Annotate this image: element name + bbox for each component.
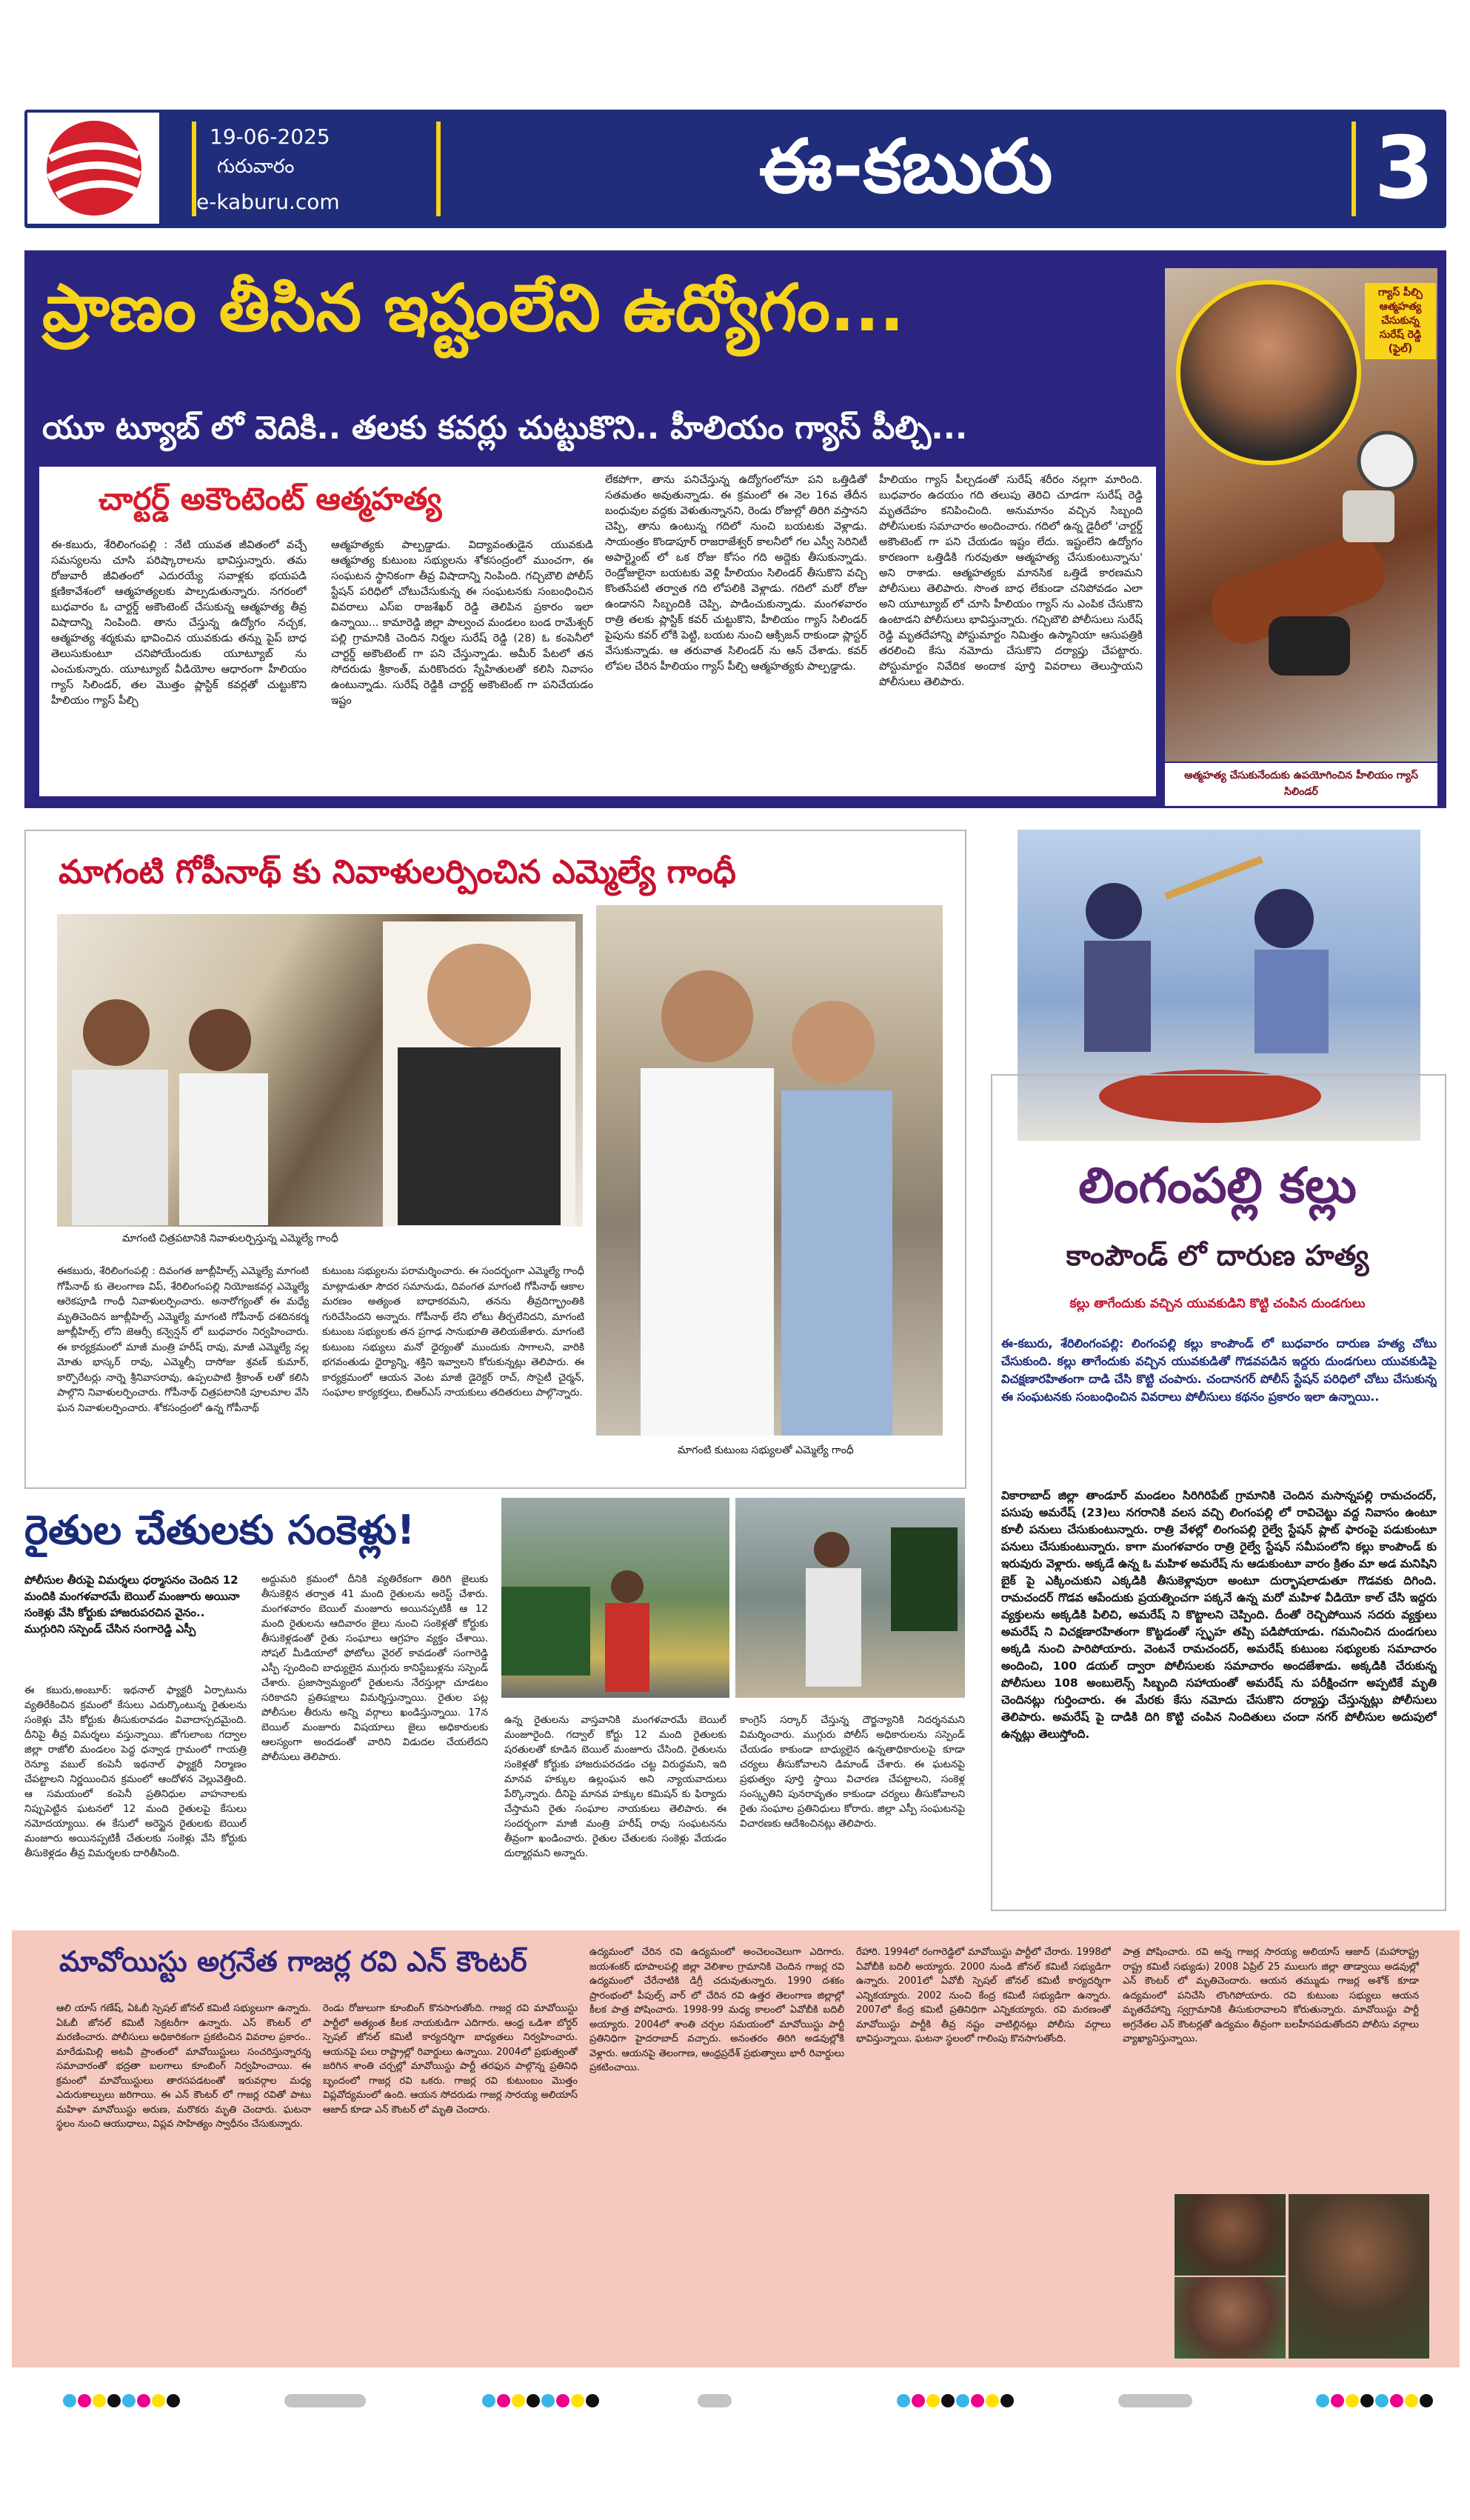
lead-column-4: హీలియం గ్యాస్ పీల్చడంతో సురేష్ శరీరం నల్లగా మారింది. బుధవారం ఉదయం గది తలుపు తెరిచి చూడగా సురేష్ రెడ్డి మృతదేహం కనిపించింది. అనుమానం వచ్చిన సిబ్బంది పోలీసులకు సమాచారం అందించారు. గదిలో ఉన్న డైరీలో 'చార్టర్డ్ అకౌంటెంట్ గా పని చేయడం ఇష్టం లేదు. ఇష్టంలేని ఉద్యోగం కారణంగా ఒత్తిడికి గురవుతూ ఆత్మహత్య చేసుకుంటున్నాను' అని రాశాడు. ఆత్మహత్యకు మానసిక ఒత్తిడే కారణమని పోలీసులు తెలిపారు. సొంత బాధ లేకుండా చనిపోవడం ఎలా అని యూట్యూబ్ లో చూసి హీలియం గ్యాస్ ను ఎంపిక చేసుకొని ఉంటాడని పోలీసులు భావిస్తున్నారు. గచ్చిబౌలి పోలీసులు సురేష్ రెడ్డి మృతదేహాన్ని పోస్టుమార్టం నిమిత్తం ఉస్మానియా ఆసుపత్రికి తరలించి కేసు నమోదు చేసుకొని దర్యాప్తు చేపట్టారు. పోస్టుమార్టం నివేదిక అందాక పూర్తి వివరాలు తెలుస్తాయని పోలీసులు తెలిపారు.: [879, 474, 1143, 688]
lead-story: [24, 250, 1446, 808]
maoist-column-2: రెండు రోజులుగా కూంబింగ్ కొనసాగుతోంది. గాజర్ల రవి మావోయిస్టు పార్టీలో అత్యంత కీలక నాయకుడిగా ఎదిగారు. ఆంధ్ర ఒడిశా బోర్డర్ స్పెషల్ జోనల్ కమిటీ కార్యదర్శిగా బాధ్యతలు నిర్వహించారు. ఆయనపై పలు రాష్ట్రాల్లో రివార్డులు ఉన్నాయి. 2004లో ప్రభుత్వంతో జరిగిన శాంతి చర్చల్లో మావోయిస్టు పార్టీ తరఫున పాల్గొన్న ప్రతినిధి బృందంలో గాజర్ల రవి ఒకరు. గాజర్ల రవి కుటుంబం మొత్తం విప్లవోద్యమంలో ఉంది. ఆయన సోదరుడు గాజర్ల సారయ్య అలియాస్ ఆజాద్ కూడా ఎన్ కౌంటర్ లో మృతి చెందారు.: [323, 2003, 578, 2116]
lead-column-2: ఆత్మహత్యకు పాల్పడ్డాడు. విద్యావంతుడైన యువకుడి ఆత్మహత్య కుటుంబ సభ్యులను శోకసంద్రంలో ముంచగా, ఈ సంఘటన స్థానికంగా తీవ్ర విషాదాన్ని నింపింది. గచ్చిబౌలి పోలీస్ స్టేషన్ పరిధిలో చోటుచేసుకున్న ఈ సంఘటనకు సంబంధించిన వివరాలు ఎస్ఐ రాజశేఖర్ రెడ్డి తెలిపిన ప్రకారం ఇలా ఉన్నాయి... కామారెడ్డి జిల్లా పాల్వంచ మండలం బండ రామేశ్వర్ పల్లి గ్రామానికి చెందిన నిర్మల సురేష్ రెడ్డి (28) ఓ కంపెనీలో చార్టర్డ్ అకౌంటెంట్ గా పని చేస్తున్నాడు. అమీర్ పేటలో తన సోదరుడు శ్రీకాంత్, మరికొందరు స్నేహితులతో కలిసి నివాసం ఉంటున్నాడు. సురేష్ రెడ్డికి చార్టర్డ్ అకౌంటెంట్ గా పనిచేయడం ఇష్టం: [331, 539, 593, 707]
maganti-photo1-caption: మాగంటి చిత్రపటానికి నివాళులర్పిస్తున్న ఎమ్మెల్యే గాంధీ: [122, 1233, 338, 1244]
farmers-photo-2: [735, 1498, 965, 1698]
maganti-story: [24, 830, 966, 1489]
lingampally-deck: కల్లు తాగేందుకు వచ్చిన యువకుడిని కొట్టి చంపిన దుండగులు: [1069, 1296, 1366, 1311]
maoist-photo-1: [1175, 2194, 1286, 2276]
lead-column-1: ఈ-కబురు, శేరిలింగంపల్లి : నేటి యువత జీవితంలో వచ్చే సమస్యలను చూసి పరిష్కారాలను భావిస్తున్నారు. తమ రోజువారీ జీవితంలో ఎదురయ్యే సవాళ్లకు భయపడి క్షణికావేశంలో ఆత్మహత్యలకు పాల్పడుతున్నారు. నగరంలో బుధవారం ఓ చార్టర్డ్ అకౌంటెంట్ చేసుకున్న ఆత్మహత్య తీవ్ర విషాదాన్ని నింపింది. తాను చేస్తున్న ఉద్యోగం నచ్చక, ఆత్మహత్య శర్మకుమ భావించిన యువకుడు తన్ను పైప్ బాధ తెలుసుకుంటూ చనిపోయేందుకు యూట్యూబ్ ను ఎంచుకున్నారు. యూట్యూబ్ వీడియోల ఆధారంగా హీలియం గ్యాస్ సిలిండర్, తల మొత్తం ప్లాస్టిక్ కవర్లతో చుట్టుకొని హీలియం గ్యాస్ పీల్చి: [51, 539, 307, 707]
masthead-day: గురువారం: [217, 156, 295, 178]
lead-column-3: లేకపోగా, తాను పనిచేస్తున్న ఉద్యోగంలోనూ పని ఒత్తిడితో సతమతం అవుతున్నాడు. ఈ క్రమంలో ఈ నెల 16వ తేదీన బంధువుల వద్దకు వెళుతున్నానని, రెండు రోజుల్లో తిరిగి వస్తానని చెప్పి, తాను ఉంటున్న గదిలో నుంచి బయటకు వెళ్లాడు. సాయంత్రం కొండాపూర్ రాజరాజేశ్వర్ కాలనీలో గల ఎస్వీ సెరినిటీ అపార్ట్మెంట్ లో ఒక రోజు కోసం గది అద్దెకు తీసుకున్నాడు. రెండ్రోజులైనా బయటకు వెళ్లి హీలియం సిలిండర్ తీసుకొని వచ్చి కొంతసేపటి తర్వాత గది లోపలికి వెళ్లాడు. గదిలో మరో రోజు ఉండానని సిబ్బందికి చెప్పి, పాడించుకున్నాడు. మంగళవారం రాత్రి తలకు ప్లాస్టిక్ కవర్ చుట్టుకొని, హీలియం గ్యాస్ సిలిండర్ పైపును కవర్ లోకి పెట్టి, బయట నుంచి ఆక్సిజన్ రాకుండా ప్లాస్టర్ వేసుకున్నాడు. ఆ తరువాత సిలిండర్ ను ఆన్ చేశాడు. కవర్ లోపల చేరిన హీలియం గ్యాస్ పీల్చి ఆత్మహత్యకు పాల్పడ్డాడు.: [605, 474, 867, 673]
farmers-column-3: ఉన్న రైతులను వాస్తవానికి మంగళవారమే బెయిల్ మంజూరైంది. గద్వాల్ కోర్టు 12 మంది రైతులకు షరతులతో కూడిన బెయిల్ మంజూరు చేసింది. రైతులను సంకెళ్లతో కోర్టుకు హాజరుపరచడం చట్ట విరుద్ధమని, ఇది మానవ హక్కుల ఉల్లంఘన అని న్యాయవాదులు పేర్కొన్నారు. దీనిపై మానవ హక్కుల కమిషన్ కు ఫిర్యాదు చేస్తామని రైతు సంఘాల నాయకులు తెలిపారు. ఈ సందర్భంగా మాజీ మంత్రి హరీష్ రావు సంఘటనను తీవ్రంగా ఖండించారు. రైతుల చేతులకు సంకెళ్లు వేయడం దుర్మార్గమని అన్నారు.: [504, 1714, 726, 1859]
maoist-photo-3: [1289, 2194, 1429, 2359]
maoist-column-3: ఉద్యమంలో చేరిన రవి ఉద్యమంలో అంచెలంచెలుగా ఎదిగారు. జయశంకర్ భూపాలపల్లి జిల్లా వెలిశాల గ్రామానికి చెందిన గాజర్ల రవి ఉద్యమంలో చేరేనాటికి డిగ్రీ చదువుతున్నారు. 1990 దశకం ప్రారంభంలో పీపుల్స్ వార్ లో చేరిన రవి ఉత్తర తెలంగాణ జిల్లాల్లో కీలక పాత్ర పోషించారు. 1998-99 మధ్య కాలంలో ఏవోబీకి బదిలీ అయ్యారు. 2004లో శాంతి చర్చల సమయంలో మావోయిస్టు పార్టీ ప్రతినిధిగా హైదరాబాద్ వచ్చారు. అనంతరం తిరిగి అడవుల్లోకి వెళ్లారు. ఆయనపై తెలంగాణ, ఆంధ్రప్రదేశ్ ప్రభుత్వాలు భారీ రివార్డులు ప్రకటించాయి.: [589, 1947, 844, 2073]
paper-name: ఈ-కబురు: [758, 123, 1053, 210]
masthead-date: 19-06-2025: [210, 124, 330, 149]
cylinder-caption: ఆత్మహత్య చేసుకునేందుకు ఉపయోగించిన హీలియం గ్యాస్ సిలిండర్: [1165, 763, 1437, 806]
lingampally-body: వికారాబాద్ జిల్లా తాండూర్ మండలం సిరిగిరిపేట్ గ్రామానికి చెందిన మసాన్నపల్లి రామచందర్, పసుపు అమరేష్ (23)లు నగరానికి వలస వచ్చి లింగంపల్లి లో రావిచెట్టు వద్ద నివాసం ఉంటూ కూలీ పనులు చేసుకుంటున్నారు. రాత్రి వేళల్లో లింగంపల్లి రైల్వే స్టేషన్ ప్లాట్ ఫారంపై పడుకుంటూ పనులు చేసుకుంటున్నారు. కాగా మంగళవారం రాత్రి రైల్వే స్టేషన్ సమీపంలోని కల్లు కాంపౌండ్ కు ఇరువురు వెళ్లారు. అక్కడే ఉన్న ఓ మహిళ అమరేష్ ను ఆడుకుంటూ వారం క్రితం మా అడ మనిషిని బైక్ పై ఎక్కించుకుని ఎక్కడికి తీసుకెళ్లావురా అంటూ దుర్భాషలాడుతూ గొడవకు దిగింది. రామచందర్ గొడవ ఆపేందుకు ప్రయత్నించగా పక్కనే ఉన్న మరో మహిళ వీడియో కాల్ చేసి ఇద్దరు వ్యక్తులను అక్కడికి పిలిచి, అమరేష్ ని కొట్టాలని చెప్పింది. దీంతో రెచ్చిపోయిన సదరు వ్యక్తులు అమరేష్ ని విచక్షణారహితంగా కొట్టడంతో స్పృహ తప్పి పడిపోయాడు. గమనించిన దుండగులు అక్కడి నుంచి పారిపోయారు. వెంటనే రామచందర్, అమరేష్ కుటుంబ సభ్యులకు సమాచారం అందించి, 100 డయల్ ద్వారా పోలీసులకు సమాచారం అందజేశాడు. అక్కడికి చేరుకున్న పోలీసులు 108 అంబులెన్స్ సిబ్బంది సహాయంతో అమరేష్ ను పరీక్షించగా అప్పటికే మృతి చెందినట్లు గుర్తించారు. ఈ మేరకు కేసు నమోదు చేసుకొని దర్యాప్తు చేస్తున్నట్లు పోలీసులు తెలిపారు. అమరేష్ పై దాడికి దిగి కొట్టి చంపిన నిందితులు చందా నగర్ పోలీసుల అదుపులో ఉన్నట్లు తెలుస్తోంది.: [1001, 1489, 1437, 1741]
maganti-column-1: ఈకబురు, శేరిలింగంపల్లి : దివంగత జూబ్లీహిల్స్ ఎమ్మెల్యే మాగంటి గోపీనాథ్ కు తెలంగాణ విప్, శేరిలింగంపల్లి నియోజకవర్గ ఎమ్మెల్యే ఆరెకపూడి గాంధీ నివాళులర్పించారు. అనారోగ్యంతో ఈ మధ్యే మృతిచెందిన జూబ్లీహిల్స్ ఎమ్మెల్యే మాగంటి గోపీనాథ్ దశదినకర్మ జూబ్లీహిల్స్ లోని జెఆర్సీ కన్వెన్షన్ లో బుధవారం నిర్వహించారు. ఈ కార్యక్రమంలో మాజీ మంత్రి హరీష్ రావు, మాజీ ఎమ్మెల్యే నల్ల మోతు భాస్కర్ రావు, ఎమ్మెల్సీ దాసోజు శ్రవణ్ కుమార్, కార్పొరేటర్లు నార్నె శ్రీనివాసరావు, ఉప్పలపాటి శ్రీకాంత్ లతో కలిసి పాల్గొని నివాళులర్పించారు. గోపీనాథ్ చిత్రపటానికి పూలమాల వేసి ఘన నివాళులర్పించారు. శోకసంద్రంలో ఉన్న గోపీనాథ్: [57, 1265, 309, 1414]
farmers-headline: రైతుల చేతులకు సంకెళ్లు!: [24, 1507, 415, 1553]
lead-text-panel: [39, 467, 1156, 796]
farmers-deck: పోలీసుల తీరుపై విమర్శలు ధర్మాసనం చెందిన 12 మందికి మంగళవారమే బెయిల్ మంజూరు అయినా సంకెళ్లు వేసి కోర్టుకు హాజరుపరచిన వైనం.. ముగ్గురిని సస్పెండ్ చేసిన సంగారెడ్డి ఎస్పీ: [24, 1573, 240, 1636]
maganti-family-photo: [596, 905, 943, 1436]
lead-headline: ప్రాణం తీసిన ఇష్టంలేని ఉద్యోగం...: [42, 270, 904, 346]
masthead-divider: [436, 121, 441, 216]
maoist-headline: మావోయిస్టు అగ్రనేత గాజర్ల రవి ఎన్ కౌంటర్: [59, 1945, 527, 1978]
maoist-column-5: పాత్ర పోషించారు. రవి అన్న గాజర్ల సారయ్య అలియాస్ ఆజాద్ (మహారాష్ట్ర రాష్ట్ర కమిటీ సభ్యుడు) 2008 ఏప్రిల్ 25 ములుగు జిల్లా తాడ్వాయి అడవుల్లో ఎన్ కౌంటర్ లో మృతిచెందారు. ఆయన తమ్ముడు గాజర్ల అశోక్ కూడా ఉద్యమంలో పనిచేసి లొంగిపోయారు. రవి కుటుంబ సభ్యులు ఆయన మృతదేహాన్ని స్వగ్రామానికి తీసుకురావాలని కోరుతున్నారు. మావోయిస్టు పార్టీ అగ్రనేతల ఎన్ కౌంటర్లతో ఉద్యమం తీవ్రంగా బలహీనపడుతోందని పోలీసు వర్గాలు వ్యాఖ్యానిస్తున్నాయి.: [1123, 1947, 1419, 2044]
farmers-column-1: ఈ కబురు,అంబూర్: ఇథనాల్ ఫ్యాక్టరీ ఏర్పాటును వ్యతిరేకించిన క్రమంలో కేసులు ఎదుర్కొంటున్న రైతులను సంకెళ్లు వేసి కోర్టుకు తీసుకురావడం వివాదాస్పదమైంది. దీనిపై తీవ్ర విమర్శలు వస్తున్నాయి. జోగులాంబ గద్వాల జిల్లా రాజోలి మండలం పెద్ద ధన్వాడ గ్రామంలో గాయత్రి రెన్యూ వబుల్ కంపెనీ ఇథనాల్ ఫ్యాక్టరీ నిర్మాణం చేపట్టాలని నిర్ణయించిన క్రమంలో ఆందోళన వెల్లువెత్తింది. ఆ సమయంలో కంపెనీ ప్రతినిధుల వాహనాలకు నిప్పుపెట్టిన ఘటనలో 12 మంది రైతులపై కేసులు నమోదయ్యాయి. ఈ కేసులో అరెస్టైన రైతులకు బెయిల్ మంజూరు అయినప్పటికీ చేతులకు సంకెళ్లు వేసి కోర్టుకు తీసుకెళ్లడం తీవ్ర విమర్శలకు దారితీసింది.: [24, 1684, 247, 1859]
lingampally-headline-2: కాంపౌండ్ లో దారుణ హత్య: [1066, 1239, 1369, 1272]
inset-portrait: [1176, 280, 1361, 465]
maganti-tribute-photo: [57, 914, 583, 1227]
lingampally-lead: ఈ-కబురు, శేరిలింగంపల్లి: లింగంపల్లి కల్లు కాంపౌండ్ లో బుధవారం దారుణ హత్య చోటు చేసుకుంది. కల్లు తాగేందుకు వచ్చిన యువకుడితో గొడవపడిన ఇద్దరు దుండగులు యువకుడిపై విచక్షణారహితంగా దాడి చేసి కొట్టి చంపారు. చందానగర్ పోలీస్ స్టేషన్ పరిధిలో చోటు చేసుకున్న ఈ సంఘటనకు సంబంధించిన వివరాలు పోలీసులు కథనం ప్రకారం ఇలా ఉన్నాయి..: [1001, 1336, 1437, 1404]
lingampally-story: [991, 830, 1446, 1911]
maganti-headline: మాగంటి గోపీనాథ్ కు నివాళులర్పించిన ఎమ్మెల్యే గాంధీ: [59, 853, 736, 891]
page-number: 3: [1374, 119, 1434, 219]
masthead-divider: [1352, 121, 1356, 216]
inset-caption: గ్యాస్ పీల్చి ఆత్మహత్య చేసుకున్న సురేష్ రెడ్డి (ఫైల్): [1365, 283, 1436, 359]
lead-subheadline: యూ ట్యూబ్ లో వెదికి.. తలకు కవర్లు చుట్టుకొని.. హీలియం గ్యాస్ పీల్చి...: [42, 410, 968, 447]
registration-marks: [0, 2390, 1470, 2412]
maoist-column-4: రేహారి. 1994లో రంగారెడ్డిలో మావోయిస్టు పార్టీలో చేరారు. 1998లో ఏవోబీకి బదిలీ అయ్యారు. 2000 నుండి జోనల్ కమిటీ సభ్యుడిగా ఉన్నారు. 2001లో ఏవోబీ స్పెషల్ జోనల్ కమిటీ కార్యదర్శిగా ఎన్నికయ్యారు. 2002 నుంచి కేంద్ర కమిటీ సభ్యుడిగా ఉన్నారు. 2007లో కేంద్ర కమిటీ ప్రతినిధిగా ఎన్నికయ్యారు. రవి మరణంతో మావోయిస్టు పార్టీకి తీవ్ర నష్టం వాటిల్లినట్లు పోలీసు వర్గాలు భావిస్తున్నాయి. ఘటనా స్థలంలో గాలింపు కొనసాగుతోంది.: [856, 1947, 1111, 2044]
maganti-photo2-caption: మాగంటి కుటుంబ సభ్యులతో ఎమ్మెల్యే గాంధీ: [678, 1444, 854, 1456]
maoist-story: [12, 1930, 1460, 2367]
farmers-photo-1: [501, 1498, 729, 1698]
lingampally-headline-1: లింగంపల్లి కల్లు: [1078, 1156, 1357, 1214]
farmers-column-2: అద్దుమరి క్రమంలో దీనికి వ్యతిరేకంగా తిరిగి జైలుకు తీసుకెళ్లిన తర్వాత 41 మంది రైతులను అరెస్ట్ చేశారు. మంగళవారం బెయిల్ మంజూరు అయినప్పటికీ ఆ 12 మంది రైతులను ఆదివారం జైలు నుంచి సంకెళ్లతో కోర్టుకు తీసుకెళ్లడంతో రైతు సంఘాలు ఆగ్రహం వ్యక్తం చేశాయి. సోషల్ మీడియాలో ఫోటోలు వైరల్ కావడంతో సంగారెడ్డి ఎస్పీ స్పందించి బాధ్యులైన ముగ్గురు కానిస్టేబుళ్లను సస్పెండ్ చేశారు. ప్రజాస్వామ్యంలో రైతులను నేరస్తుల్లా చూడటం సరికాదని ప్రతిపక్షాలు విమర్శిస్తున్నాయి. రైతుల పట్ల పోలీసుల తీరును అన్ని వర్గాలు ఖండిస్తున్నాయి. 17న బెయిల్ మంజూరు విషయాలు జైలు అధికారులకు ఆలస్యంగా అందడంతో వారిని విడుదల చేయలేదని పోలీసులు తెలిపారు.: [261, 1573, 488, 1763]
maoist-column-1: ఆలి యాస్ గణేష్, ఏఓబీ స్పెషల్ జోనల్ కమిటీ సభ్యులుగా ఉన్నారు. ఏఓబీ జోనల్ కమిటీ సెక్రటరీగా ఉన్నారు. ఎస్ కౌంటర్ లో మరణించారు. పోలీసులు అధికారికంగా ప్రకటించిన వివరాల ప్రకారం.. మారేడుమిల్లి అటవీ ప్రాంతంలో మావోయిస్టులు సంచరిస్తున్నారన్న సమాచారంతో భద్రతా బలగాలు కూంబింగ్ నిర్వహించాయి. ఈ క్రమంలో మావోయిస్టులు తారసపడటంతో ఇరువర్గాల మధ్య ఎదురుకాల్పులు జరిగాయి. ఈ ఎన్ కౌంటర్ లో గాజర్ల రవితో పాటు మహిళా మావోయిస్టు అరుణ, మరొకరు మృతి చెందారు. ఘటనా స్థలం నుంచి ఆయుధాలు, విప్లవ సాహిత్యం స్వాధీనం చేసుకున్నారు.: [56, 2003, 311, 2130]
lead-kicker: చార్టర్డ్ అకౌంటెంట్ ఆత్మహత్య: [98, 481, 442, 517]
maganti-column-2: కుటుంబ సభ్యులను పరామర్శించారు. ఈ సందర్భంగా ఎమ్మెల్యే గాంధీ మాట్లాడుతూ సౌదర సమానుడు, దివంగత మాగంటి గోపీనాథ్ ఆకాల మరణం అత్యంత బాధాకరమని, తనను తీవ్రదిగ్భ్రాంతికి గురిచేసిందని అన్నారు. గోపీనాథ్ లేని లోటు తీర్చలేనిదని, మాగంటి కుటుంబ సభ్యులకు తన ప్రగాఢ సానుభూతి తెలియజేశారు. మాగంటి కుటుంబ సభ్యులు మనో ధైర్యంతో ముందుకు సాగాలని, వారికి భగవంతుడు ధైర్యాన్ని, శక్తిని ఇవ్వాలని కోరుకున్నట్లు తెలిపారు. ఈ కార్యక్రమంలో ఆయన వెంట మాజీ డైరెక్టర్ రాచ్, సొసైటీ చైర్మన్, సంఘాల కార్యకర్తలు, బిఆర్ఎస్ నాయకులు తదితరులు పాల్గొన్నారు.: [322, 1265, 584, 1399]
logo-icon: [27, 113, 159, 224]
farmers-column-4: కాంగ్రెస్ సర్కార్ చేస్తున్న దౌర్జన్యానికి నిదర్శనమని విమర్శించారు. ముగ్గురు పోలీస్ అధికారులను సస్పెండ్ చేయడం కాకుండా బాధ్యులైన ఉన్నతాధికారులపై కూడా చర్యలు తీసుకోవాలని డిమాండ్ చేశారు. ఈ ఘటనపై ప్రభుత్వం పూర్తి స్థాయి విచారణ చేపట్టాలని, సంకెళ్ల సంస్కృతిని పునరావృతం కాకుండా చర్యలు తీసుకోవాలని రైతు సంఘాల ప్రతినిధులు కోరారు. జిల్లా ఎస్పీ సంఘటనపై విచారణకు ఆదేశించినట్లు తెలిపారు.: [740, 1714, 965, 1830]
masthead: [24, 110, 1446, 228]
masthead-website[interactable]: e-kaburu.com: [196, 190, 340, 214]
farmers-story: [24, 1498, 980, 1913]
maoist-photo-2: [1175, 2277, 1286, 2359]
